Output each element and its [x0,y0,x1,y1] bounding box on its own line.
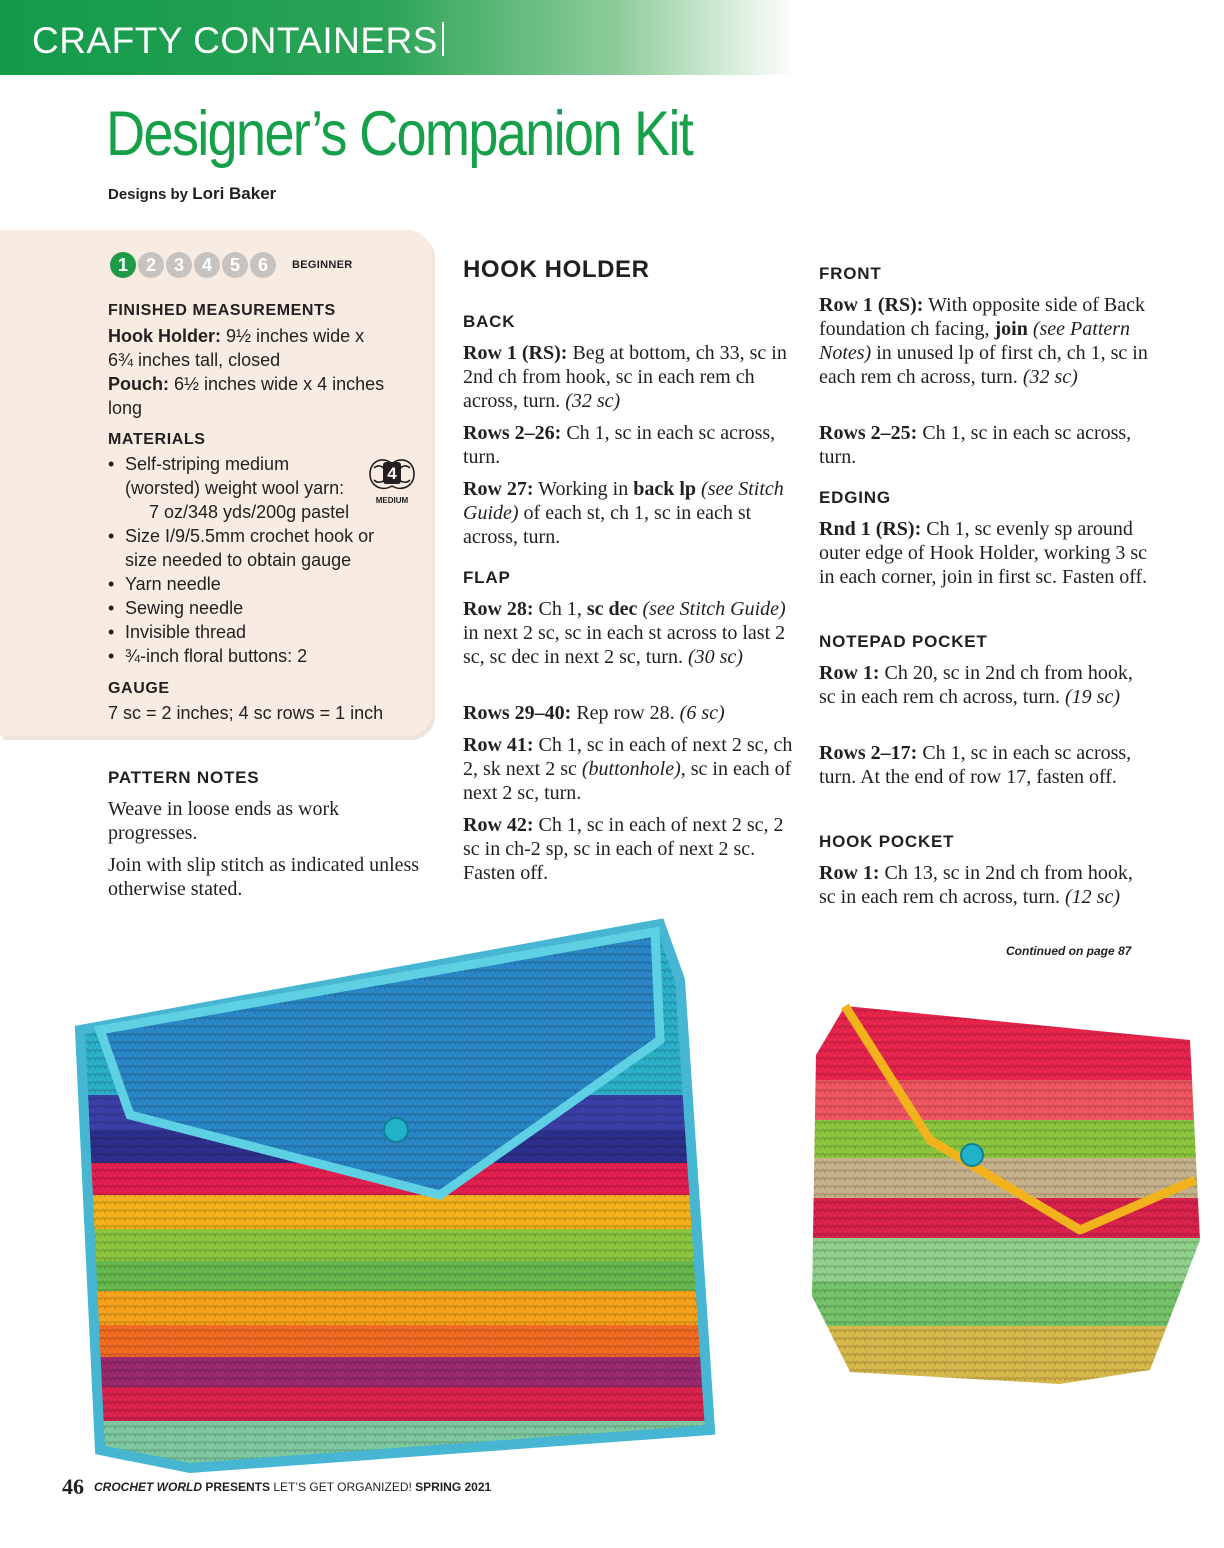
pattern-notes-heading: PATTERN NOTES [108,768,260,787]
product-photo [60,910,1224,1490]
stitch-term: back lp [633,478,697,500]
list-item: • Sewing needle [108,596,398,620]
article-title: Designer’s Companion Kit [106,99,693,169]
flower-button-icon [384,1118,408,1142]
row-label: Row 41: [463,734,534,756]
back-rows-2-26 [463,421,798,469]
stitch-count: (32 sc) [1022,366,1078,388]
hook-holder-label: Hook Holder: [108,326,222,346]
row-text: in next 2 sc, sc in each st across to last 2 sc, sc dec in next 2 sc, turn. [463,622,786,668]
list-item [108,524,398,572]
hook-holder-size-1: 9½ inches wide x [221,326,365,346]
row-text: Ch 1, sc in each sc across, turn. [819,422,1132,468]
row-label: Row 1: [819,662,880,684]
edging-heading: EDGING [819,488,891,507]
section-header-bar [0,0,795,75]
list-item: • ¾-inch floral buttons: 2 [108,644,398,668]
hook-pocket-heading: HOOK POCKET [819,832,955,851]
skill-dot-4: 4 [194,252,220,278]
footer-presents: PRESENTS [202,1480,271,1494]
row-text: Ch 1, sc in each sc across, turn. At the end of row 17, fasten off. [819,742,1132,788]
gauge-text: 7 sc = 2 inches; 4 sc rows = 1 inch [108,703,384,723]
stitch-guide-ref: (see Stitch Guide) [463,478,784,524]
row-label: Row 1 (RS): [463,342,568,364]
flap-row-42 [463,813,798,885]
hook-holder-heading: HOOK HOLDER [463,256,650,283]
yarn-weight-icon [362,452,422,512]
row-label: Row 28: [463,598,534,620]
row-text: , sc in each of next 2 sc, turn. [463,758,792,804]
row-text: Ch 1, sc in each sc across, turn. [463,422,776,468]
stitch-term: sc dec [586,598,638,620]
gauge-heading: GAUGE [108,680,170,697]
row-text: With opposite side of Back foundation ch facing, [819,294,1146,340]
pouch-label: Pouch: [108,374,169,394]
hook-pocket-row-1 [819,861,1154,909]
row-label: Rows 2–25: [819,422,918,444]
flap-row-41 [463,733,798,805]
pattern-notes-ref: (see Pattern Notes) [819,318,1131,364]
stitch-count: (30 sc) [687,646,743,668]
row-text: in unused lp of first ch, ch 1, sc in each rem ch across, turn. [819,342,1148,388]
notepad-pocket-heading: NOTEPAD POCKET [819,632,988,651]
row-text: Ch 13, sc in 2nd ch from hook, sc in each rem ch across, turn. [819,862,1133,908]
list-item: • Yarn needle [108,572,398,596]
hook-holder-size-2: 6¾ inches tall, closed [108,350,281,370]
page-number: 46 [62,1474,84,1499]
notepad-rows-2-17 [819,741,1154,789]
page-footer [62,1474,491,1500]
row-label: Row 42: [463,814,534,836]
byline-author: Lori Baker [192,184,277,203]
skill-label: BEGINNER [292,259,353,271]
materials-list [108,452,398,668]
pattern-note-2: Join with slip stitch as indicated unless otherwise stated. [108,854,420,900]
pouch-size-1: 6½ inches wide x 4 inches [169,374,385,394]
issue-season: SPRING 2021 [415,1480,492,1494]
stitch-count: (12 sc) [1065,886,1120,908]
skill-level [110,252,352,278]
material-hook-1: Size I/9/5.5mm crochet hook or [125,526,375,546]
row-text: Ch 1, [533,598,587,620]
pouch-size-2: long [108,398,143,418]
notepad-row-1 [819,661,1154,709]
yarn-weight-label: MEDIUM [375,496,409,505]
materials-heading: MATERIALS [108,431,206,448]
skill-dot-5: 5 [222,252,248,278]
byline [108,184,276,204]
stitch-count: (19 sc) [1065,686,1120,708]
issue-title: LET’S GET ORGANIZED! [270,1480,416,1494]
list-item [108,452,398,524]
flap-row-28 [463,597,798,669]
finished-measurements-text [108,324,408,420]
edging-round-1 [819,517,1154,589]
row-text: Ch 20, sc in 2nd ch from hook, sc in each rem ch across, turn. [819,662,1133,708]
flap-rows-29-40 [463,701,798,725]
row-label: Rows 2–26: [463,422,562,444]
section-label: CRAFTY CONTAINERS [32,20,444,62]
row-label: Row 27: [463,478,534,500]
stitch-count: (32 sc) [565,390,621,412]
list-item: • Invisible thread [108,620,398,644]
row-text: Ch 1, sc in each of next 2 sc, ch 2, sk next 2 sc [463,734,793,780]
row-label: Rows 2–17: [819,742,918,764]
skill-dot-2: 2 [138,252,164,278]
stitch-term: join [994,318,1028,340]
byline-prefix: Designs by [108,186,189,203]
row-text: Ch 1, sc in each of next 2 sc, 2 sc in ch-2 sp, sc in each of next 2 sc. Fasten off. [463,814,784,884]
back-row-27 [463,477,798,549]
pattern-note-1: Weave in loose ends as work progresses. [108,798,340,844]
row-label: Rows 29–40: [463,702,572,724]
row-label: Rnd 1 (RS): [819,518,922,540]
material-hook-2: size needed to obtain gauge [125,550,352,570]
row-text: Working in [533,478,634,500]
row-text: of each st, ch 1, sc in each st across, turn. [463,502,752,548]
front-heading: FRONT [819,264,882,283]
skill-dot-3: 3 [166,252,192,278]
row-text: Rep row 28. [571,702,680,724]
row-text: Beg at bottom, ch 33, sc in 2nd ch from hook, sc in each rem ch across, turn. [463,342,787,412]
front-row-1 [819,293,1154,389]
magazine-name: CROCHET WORLD [94,1480,202,1494]
back-heading: BACK [463,312,516,331]
continued-note: Continued on page 87 [1006,944,1132,958]
flap-heading: FLAP [463,568,511,587]
finished-measurements-heading: FINISHED MEASUREMENTS [108,302,336,319]
material-yarn-1: Self-striping medium [125,454,290,474]
skill-dot-6: 6 [250,252,276,278]
front-rows-2-25 [819,421,1154,469]
buttonhole-note: (buttonhole) [581,758,681,780]
skill-dot-1: 1 [110,252,136,278]
stitch-count: (6 sc) [679,702,725,724]
stitch-guide-ref: (see Stitch Guide) [637,598,786,620]
row-label: Row 1 (RS): [819,294,924,316]
row-label: Row 1: [819,862,880,884]
flower-button-icon [961,1144,983,1166]
yarn-weight-number: 4 [387,464,397,483]
back-row-1 [463,341,798,413]
material-yarn-2: (worsted) weight wool yarn: [125,478,345,498]
row-text: Ch 1, sc evenly sp around outer edge of Hook Holder, working 3 sc in each corner, join in first sc. Fasten off. [819,518,1148,588]
material-yarn-3: 7 oz/348 yds/200g pastel [149,502,350,522]
